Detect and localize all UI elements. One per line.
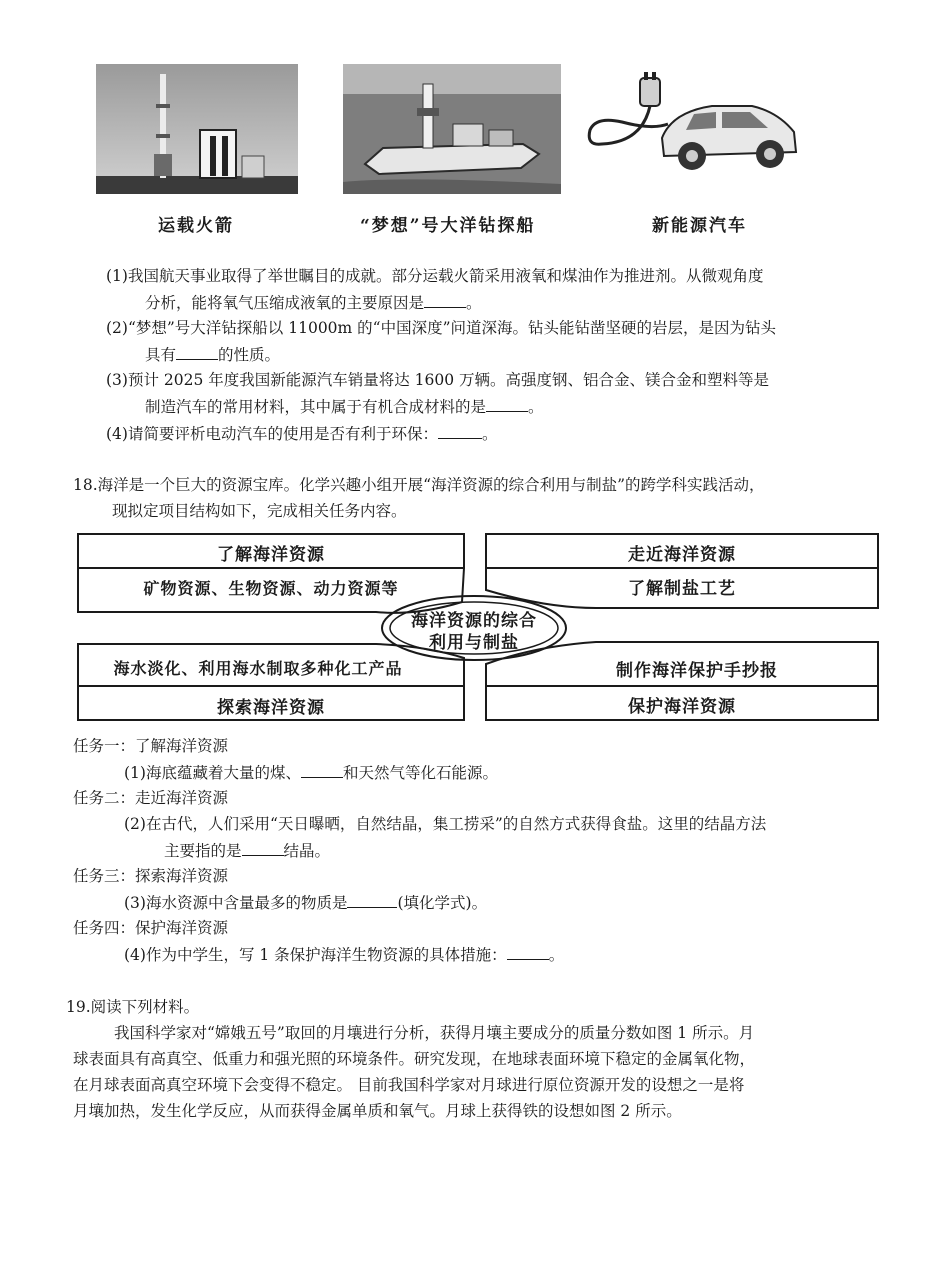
task2-heading: 任务二：走近海洋资源 — [73, 789, 229, 807]
q17-part2-line1: (2)“梦想”号大洋钻探船以 11000m 的“中国深度”问道深海。钻头能钻凿坚硬的岩层，是因为钻头 — [106, 319, 777, 337]
task4-question: (4)作为中学生，写 1 条保护海洋生物资源的具体措施： 。 — [124, 941, 564, 968]
q19-paragraph-line1: 我国科学家对“嫦娥五号”取回的月壤进行分析，获得月壤主要成分的质量分数如图 1 所示。月 — [114, 1024, 755, 1042]
drilling-ship-photo — [343, 64, 561, 194]
task1-heading: 任务一：了解海洋资源 — [73, 737, 229, 755]
rocket-launch-photo — [96, 64, 298, 194]
figure-caption-rocket: 运载火箭 — [158, 216, 234, 236]
diagram-box-protect-title: 保护海洋资源 — [628, 697, 736, 717]
diagram-box-approach-content: 了解制盐工艺 — [628, 579, 736, 599]
diagram-box-explore-content: 海水淡化、利用海水制取多种化工产品 — [113, 659, 403, 678]
diagram-center-line1: 海洋资源的综合 — [411, 611, 537, 631]
q17-part4: (4)请简要评析电动汽车的使用是否有利于环保： 。 — [106, 420, 497, 447]
task2-question-line1: (2)在古代，人们采用“天日曝晒，自然结晶，集工捞采”的自然方式获得食盐。这里的结晶方法 — [124, 815, 767, 833]
q17-part1-text: 分析，能将氧气压缩成液氧的主要原因是 — [145, 294, 425, 312]
q19-paragraph-line4: 月壤加热，发生化学反应，从而获得金属单质和氧气。月球上获得铁的设想如图 2 所示。 — [73, 1102, 682, 1120]
diagram-center-line2: 利用与制盐 — [429, 633, 519, 653]
q18-intro-line1: 18.海洋是一个巨大的资源宝库。化学兴趣小组开展“海洋资源的综合利用与制盐”的跨学科实践活动， — [73, 476, 765, 494]
q17-part2-line2: 具有 的性质。 — [145, 341, 280, 368]
answer-blank[interactable] — [301, 759, 343, 778]
q18-intro-line2: 现拟定项目结构如下，完成相关任务内容。 — [112, 502, 407, 520]
diagram-box-approach-title: 走近海洋资源 — [628, 545, 736, 565]
diagram-box-understand-title: 了解海洋资源 — [217, 545, 325, 565]
q17-part1-line2: 分析，能将氧气压缩成液氧的主要原因是 。 — [145, 289, 482, 316]
q17-part1-line1: (1)我国航天事业取得了举世瞩目的成就。部分运载火箭采用液氧和煤油作为推进剂。从微观角度 — [106, 267, 764, 285]
task2-question-line2: 主要指的是 结晶。 — [164, 837, 330, 864]
answer-blank[interactable] — [486, 393, 528, 412]
q17-part3-line2: 制造汽车的常用材料，其中属于有机合成材料的是 。 — [145, 393, 544, 420]
electric-car-photo — [582, 72, 804, 180]
task4-heading: 任务四：保护海洋资源 — [73, 919, 229, 937]
project-structure-diagram — [76, 532, 880, 724]
figure-caption-ship: “梦想”号大洋钻探船 — [360, 216, 536, 236]
task3-question: (3)海水资源中含量最多的物质是 (填化学式)。 — [124, 889, 487, 916]
task3-heading: 任务三：探索海洋资源 — [73, 867, 229, 885]
figure-caption-car: 新能源汽车 — [652, 216, 747, 236]
answer-blank[interactable] — [176, 341, 218, 360]
diagram-box-explore-title: 探索海洋资源 — [217, 698, 325, 718]
answer-blank[interactable] — [438, 420, 482, 439]
q19-paragraph-line3: 在月球表面高真空环境下会变得不稳定。 目前我国科学家对月球进行原位资源开发的设想之一是将 — [73, 1076, 745, 1094]
task1-question: (1)海底蕴藏着大量的煤、 和天然气等化石能源。 — [124, 759, 498, 786]
answer-blank[interactable] — [424, 289, 466, 308]
answer-blank[interactable] — [242, 837, 284, 856]
q19-title: 19.阅读下列材料。 — [66, 998, 200, 1016]
diagram-box-protect-content: 制作海洋保护手抄报 — [616, 661, 778, 681]
q17-part3-line1: (3)预计 2025 年度我国新能源汽车销量将达 1600 万辆。高强度钢、铝合金、镁合金和塑料等是 — [106, 371, 770, 389]
answer-blank[interactable] — [507, 941, 549, 960]
answer-blank[interactable] — [347, 889, 397, 908]
diagram-box-understand-content: 矿物资源、生物资源、动力资源等 — [143, 579, 399, 598]
q19-paragraph-line2: 球表面具有高真空、低重力和强光照的环境条件。研究发现，在地球表面环境下稳定的金属氧化物， — [73, 1050, 756, 1068]
